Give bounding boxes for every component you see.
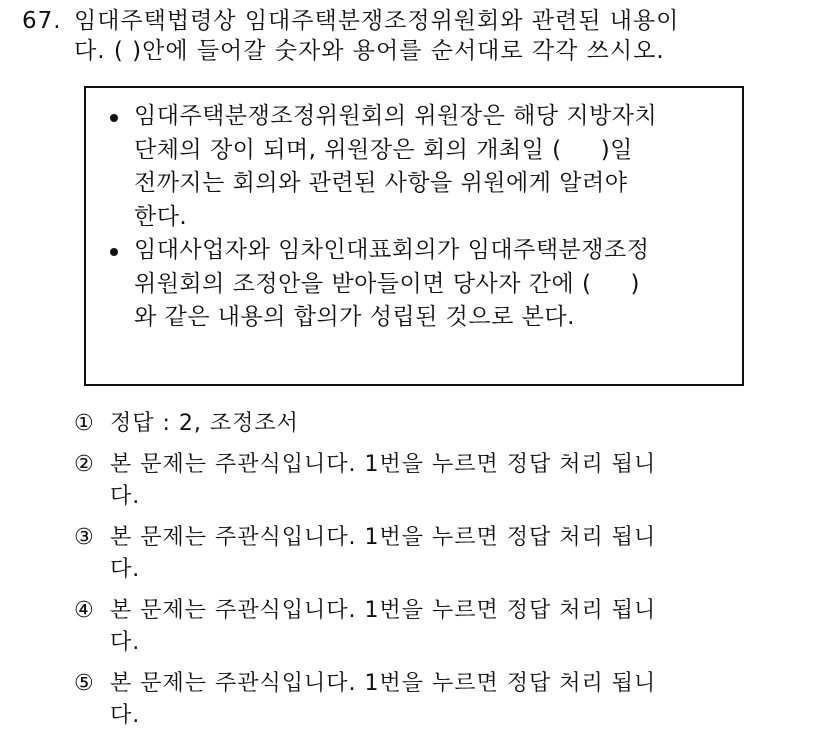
bullet-icon (110, 248, 118, 256)
condition-item-2-line: 임대사업자와 임차인대표회의가 임대주택분쟁조정 (134, 237, 650, 263)
choice-1[interactable] (74, 408, 774, 440)
choice-5-mark: ⑤ (74, 671, 94, 696)
choice-2-text-cont: 다. (110, 484, 141, 509)
choice-4-text: 본 문제는 주관식입니다. 1번을 누르면 정답 처리 됩니 (110, 598, 657, 623)
condition-item-1-line: 한다. (134, 203, 188, 230)
choice-3-text-cont: 다. (110, 557, 141, 582)
question-number: 67. (22, 8, 62, 34)
choice-5-text: 본 문제는 주관식입니다. 1번을 누르면 정답 처리 됩니 (110, 671, 657, 696)
condition-item-1-line: 단체의 장이 되며, 위원장은 회의 개최일 ( )일 (134, 136, 633, 163)
condition-item-1-line: 전까지는 회의와 관련된 사항을 위원에게 알려야 (134, 170, 628, 196)
choice-2-text: 본 문제는 주관식입니다. 1번을 누르면 정답 처리 됩니 (110, 452, 657, 477)
bullet-icon (110, 114, 118, 122)
choice-5-text-cont: 다. (110, 703, 141, 728)
condition-item-2-line: 와 같은 내용의 합의가 성립된 것으로 본다. (134, 304, 575, 330)
condition-box (84, 86, 744, 386)
question-text-1: 임대주택법령상 임대주택분쟁조정위원회와 관련된 내용이 (74, 8, 680, 34)
question (22, 6, 802, 66)
choice-4-mark: ④ (74, 598, 94, 623)
condition-item-2-line: 위원회의 조정안을 받아들이면 당사자 간에 ( ) (134, 270, 640, 297)
choice-5[interactable] (74, 668, 774, 732)
choice-3-mark: ③ (74, 525, 94, 550)
question-line-1 (22, 6, 802, 36)
condition-item-1 (106, 100, 724, 234)
choice-4-text-cont: 다. (110, 630, 141, 655)
choice-4[interactable] (74, 595, 774, 659)
choice-3-text: 본 문제는 주관식입니다. 1번을 누르면 정답 처리 됩니 (110, 525, 657, 550)
question-line-2: 다. ( )안에 들어갈 숫자와 용어를 순서대로 각각 쓰시오. (74, 38, 665, 64)
condition-item-2 (106, 234, 724, 335)
choice-3[interactable] (74, 522, 774, 586)
choice-1-mark: ① (74, 411, 94, 436)
choice-2-mark: ② (74, 452, 94, 477)
answer-choices (74, 408, 774, 741)
choice-2[interactable] (74, 449, 774, 513)
choice-1-text: 정답 : 2, 조정조서 (110, 411, 299, 436)
condition-item-1-line: 임대주택분쟁조정위원회의 위원장은 해당 지방자치 (134, 103, 658, 129)
